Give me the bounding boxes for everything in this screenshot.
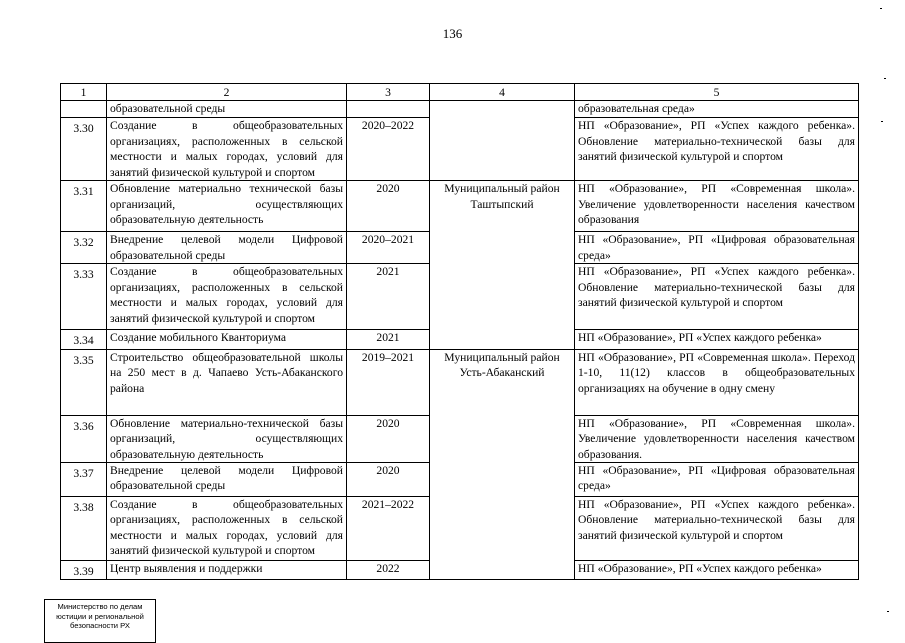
table-row [61,101,859,118]
row-number: 3.32 [61,232,107,264]
measure-cell: Создание в общеобразовательных организациях, расположенных в сельской местности и малых городах, условий для занятий физической культурой и спортом [107,264,347,330]
measure-cell: Обновление материально-технической базы организаций, осуществляющих образовательную деятельность [107,415,347,462]
column-header-3: 3 [347,84,430,101]
row-number: 3.38 [61,497,107,561]
measure-cell: Создание мобильного Кванториума [107,330,347,349]
stamp-line: Министерство по делам [57,602,143,611]
row-number: 3.34 [61,330,107,349]
measure-cell: Создание в общеобразовательных организациях, расположенных в сельской местности и малых городах, условий для занятий физической культурой и спортом [107,497,347,561]
period-cell: 2020–2022 [347,118,430,181]
period-cell: 2020–2021 [347,232,430,264]
measure-cell: Внедрение целевой модели Цифровой образовательной среды [107,463,347,497]
column-header-2: 2 [107,84,347,101]
stamp-line: юстиции и региональной [56,611,144,621]
measure-cell: образовательной среды [107,101,347,118]
page-number: 136 [442,26,463,41]
table-row [61,181,859,232]
district-cell: Муниципальный район Таштыпский [430,181,575,349]
project-cell: НП «Образование», РП «Современная школа». Увеличение удовлетворенности населения качеством образования [575,181,859,232]
project-cell: образовательная среда» [575,101,859,118]
period-cell: 2019–2021 [347,349,430,415]
header-row [61,84,859,101]
table-row [61,349,859,415]
measure-cell: Внедрение целевой модели Цифровой образовательной среды [107,232,347,264]
row-number: 3.39 [61,561,107,580]
period-cell: 2020 [347,463,430,497]
project-cell: НП «Образование», РП «Современная школа». Переход 1-10, 11(12) классов в общеобразовательных организациях на обучение в одну смену [575,349,859,415]
scan-speck [887,611,889,612]
row-number: 3.33 [61,264,107,330]
ministry-stamp [44,599,156,643]
measure-cell: Создание в общеобразовательных организациях, расположенных в сельской местности и малых городах, условий для занятий физической культурой и спортом [107,118,347,181]
project-cell: НП «Образование», РП «Успех каждого ребенка». Обновление материально-технической базы для занятий физической культурой и спортом [575,264,859,330]
project-cell: НП «Образование», РП «Цифровая образовательная среда» [575,463,859,497]
project-cell: НП «Образование», РП «Успех каждого ребенка». Обновление материально-технической базы для занятий физической культурой и спортом [575,118,859,181]
project-cell: НП «Образование», РП «Современная школа». Увеличение удовлетворенности населения качеством образования. [575,415,859,462]
measure-cell: Обновление материально технической базы организаций, осуществляющих образовательную деятельность [107,181,347,232]
column-header-1: 1 [61,84,107,101]
row-number: 3.35 [61,349,107,415]
period-cell: 2020 [347,181,430,232]
period-cell: 2021 [347,330,430,349]
measure-cell: Строительство общеобразовательной школы на 250 мест в д. Чапаево Усть-Абаканского района [107,349,347,415]
measures-table [60,83,859,580]
period-cell [347,101,430,118]
stamp-line: безопасности РХ [70,621,130,630]
period-cell: 2020 [347,415,430,462]
row-number: 3.36 [61,415,107,462]
project-cell: НП «Образование», РП «Успех каждого ребенка». Обновление материально-технической базы для занятий физической культурой и спортом [575,497,859,561]
project-cell: НП «Образование», РП «Цифровая образовательная среда» [575,232,859,264]
scan-speck [880,8,882,9]
period-cell: 2022 [347,561,430,580]
period-cell: 2021–2022 [347,497,430,561]
scan-speck [881,121,883,122]
row-number: 3.31 [61,181,107,232]
period-cell: 2021 [347,264,430,330]
district-cell: Муниципальный район Усть-Абаканский [430,349,575,580]
scan-speck [884,78,886,79]
column-header-4: 4 [430,84,575,101]
row-number [61,101,107,118]
column-header-5: 5 [575,84,859,101]
row-number: 3.37 [61,463,107,497]
project-cell: НП «Образование», РП «Успех каждого ребенка» [575,330,859,349]
project-cell: НП «Образование», РП «Успех каждого ребенка» [575,561,859,580]
district-cell [430,101,575,181]
row-number: 3.30 [61,118,107,181]
measure-cell: Центр выявления и поддержки [107,561,347,580]
